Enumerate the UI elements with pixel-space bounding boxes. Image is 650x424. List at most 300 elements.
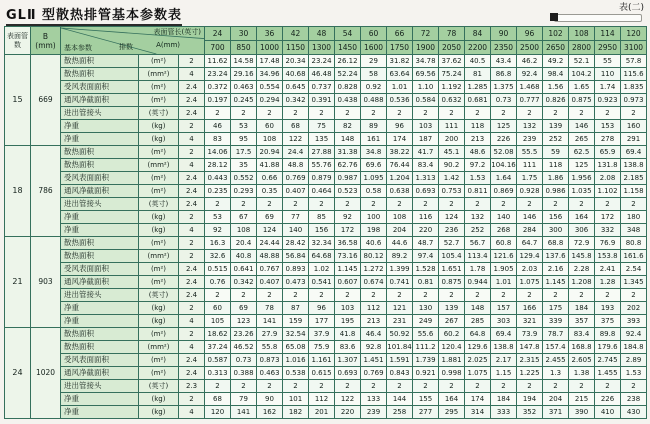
rows-count-cell: 4: [179, 133, 205, 146]
value-cell: 174: [465, 393, 491, 406]
value-cell: 23.24: [309, 55, 335, 68]
value-cell: 0.587: [205, 354, 231, 367]
value-cell: 306: [569, 224, 595, 237]
rows-count-cell: 2.4: [179, 367, 205, 380]
value-cell: 295: [439, 406, 465, 419]
value-cell: 0.372: [205, 81, 231, 94]
value-cell: 249: [413, 315, 439, 328]
value-cell: 141: [257, 315, 283, 328]
value-cell: 2: [595, 289, 621, 302]
value-cell: 77: [283, 211, 309, 224]
value-cell: 2: [517, 289, 543, 302]
length-header-cell: 120: [621, 27, 647, 41]
value-cell: 284: [517, 224, 543, 237]
value-cell: 138.8: [621, 159, 647, 172]
value-cell: 129.6: [465, 341, 491, 354]
unit-cell: (m²): [139, 276, 179, 289]
value-cell: 40.8: [231, 250, 257, 263]
unit-cell: (mm²): [139, 68, 179, 81]
value-cell: 0.438: [335, 94, 361, 107]
value-cell: 1.075: [517, 276, 543, 289]
value-cell: 92: [335, 211, 361, 224]
value-cell: 41.8: [335, 328, 361, 341]
value-cell: 0.536: [387, 94, 413, 107]
value-cell: 60: [257, 120, 283, 133]
rows-count-cell: 4: [179, 68, 205, 81]
unit-cell: (kg): [139, 133, 179, 146]
value-cell: 0.869: [491, 185, 517, 198]
value-cell: 157: [491, 302, 517, 315]
value-cell: 2: [231, 380, 257, 393]
value-cell: 52.7: [439, 237, 465, 250]
value-cell: 101.84: [387, 341, 413, 354]
value-cell: 314: [465, 406, 491, 419]
rows-count-cell: 2.4: [179, 94, 205, 107]
value-cell: 83: [205, 133, 231, 146]
value-cell: 157.4: [543, 341, 569, 354]
value-cell: 62.76: [335, 159, 361, 172]
rows-count-cell: 2.4: [179, 107, 205, 120]
value-cell: 195: [335, 315, 361, 328]
value-cell: 1.3: [543, 367, 569, 380]
value-cell: 116: [413, 211, 439, 224]
value-cell: 20.34: [283, 55, 309, 68]
value-cell: 0.753: [439, 185, 465, 198]
value-cell: 300: [543, 224, 569, 237]
value-cell: 2: [309, 289, 335, 302]
value-cell: 14.06: [205, 146, 231, 159]
value-cell: 172: [595, 211, 621, 224]
value-cell: 0.641: [231, 263, 257, 276]
rows-count-cell: 2: [179, 55, 205, 68]
value-cell: 2: [439, 380, 465, 393]
value-cell: 40.5: [465, 55, 491, 68]
value-cell: 68.8: [543, 237, 569, 250]
value-cell: 2.17: [491, 354, 517, 367]
value-cell: 32.6: [205, 250, 231, 263]
value-cell: 1.42: [439, 172, 465, 185]
value-cell: 105.4: [439, 250, 465, 263]
value-cell: 2: [283, 380, 309, 393]
length-header-cell: 84: [465, 27, 491, 41]
row-label-cell: 受风表面面积: [61, 354, 139, 367]
value-cell: 63.64: [387, 68, 413, 81]
value-cell: 96: [309, 302, 335, 315]
value-cell: 101: [283, 393, 309, 406]
value-cell: 0.741: [387, 276, 413, 289]
value-cell: 2: [283, 198, 309, 211]
value-cell: 1.145: [543, 276, 569, 289]
value-cell: 179.6: [595, 341, 621, 354]
unit-cell: (英寸): [139, 380, 179, 393]
value-cell: 2.025: [465, 354, 491, 367]
value-cell: 2.745: [595, 354, 621, 367]
unit-cell: (mm²): [139, 250, 179, 263]
value-cell: 89: [361, 120, 387, 133]
value-cell: 239: [517, 133, 543, 146]
value-cell: 0.843: [387, 367, 413, 380]
value-cell: 204: [543, 393, 569, 406]
value-cell: 0.769: [361, 367, 387, 380]
value-cell: 265: [569, 133, 595, 146]
value-cell: 141: [231, 406, 257, 419]
value-cell: 69.6: [361, 159, 387, 172]
value-cell: 48.7: [413, 237, 439, 250]
unit-cell: (kg): [139, 302, 179, 315]
unit-cell: (kg): [139, 224, 179, 237]
value-cell: 213: [465, 133, 491, 146]
value-cell: 129.4: [517, 250, 543, 263]
a-value-header-cell: 1150: [283, 41, 309, 55]
value-cell: 0.923: [595, 94, 621, 107]
value-cell: 37.9: [309, 328, 335, 341]
value-cell: 1.86: [543, 172, 569, 185]
value-cell: 23.24: [205, 68, 231, 81]
value-cell: 182: [283, 406, 309, 419]
unit-cell: (英寸): [139, 198, 179, 211]
value-cell: 121.6: [491, 250, 517, 263]
value-cell: 2: [439, 198, 465, 211]
value-cell: 2: [335, 289, 361, 302]
value-cell: 120.4: [439, 341, 465, 354]
value-cell: 69.56: [413, 68, 439, 81]
horizontal-scrollbar-track[interactable]: [554, 14, 642, 22]
value-cell: 24.4: [283, 146, 309, 159]
value-cell: 123: [231, 315, 257, 328]
value-cell: 2: [387, 107, 413, 120]
row-label-cell: 散热面积: [61, 159, 139, 172]
value-cell: 68: [205, 393, 231, 406]
value-cell: 56.84: [283, 250, 309, 263]
value-cell: 69: [231, 302, 257, 315]
value-cell: 410: [595, 406, 621, 419]
value-cell: 137.6: [543, 250, 569, 263]
value-cell: 90: [257, 393, 283, 406]
b-value-cell: 786: [31, 146, 61, 237]
value-cell: 184: [569, 302, 595, 315]
value-cell: 2: [361, 380, 387, 393]
value-cell: 29: [361, 55, 387, 68]
value-cell: 35: [231, 159, 257, 172]
value-cell: 2: [413, 289, 439, 302]
rows-count-cell: 2: [179, 250, 205, 263]
value-cell: 1.01: [491, 276, 517, 289]
row-label-cell: 净重: [61, 211, 139, 224]
value-cell: 85: [309, 211, 335, 224]
value-cell: 75: [309, 120, 335, 133]
value-cell: 2: [413, 198, 439, 211]
value-cell: 46.2: [517, 55, 543, 68]
header-b: [31, 27, 61, 55]
value-cell: 1.375: [491, 81, 517, 94]
value-cell: 43.4: [491, 55, 517, 68]
a-value-header-cell: 1450: [335, 41, 361, 55]
length-header-cell: 78: [439, 27, 465, 41]
unit-cell: (m²): [139, 172, 179, 185]
value-cell: 187: [413, 133, 439, 146]
value-cell: 1.905: [491, 263, 517, 276]
value-cell: 1.345: [621, 276, 647, 289]
value-cell: 333: [491, 406, 517, 419]
rows-count-cell: 2.4: [179, 263, 205, 276]
value-cell: 160: [621, 120, 647, 133]
value-cell: 2: [205, 380, 231, 393]
value-cell: 153.8: [595, 250, 621, 263]
unit-cell: (kg): [139, 211, 179, 224]
length-header-cell: 96: [517, 27, 543, 41]
value-cell: 72.9: [569, 237, 595, 250]
row-label-cell: 净重: [61, 393, 139, 406]
value-cell: 0.873: [257, 354, 283, 367]
value-cell: 2.54: [621, 263, 647, 276]
value-cell: 132: [465, 211, 491, 224]
value-cell: 52.24: [335, 68, 361, 81]
value-cell: 0.973: [621, 94, 647, 107]
value-cell: 180: [621, 211, 647, 224]
value-cell: 36.58: [335, 237, 361, 250]
value-cell: 2: [517, 198, 543, 211]
length-header-cell: 66: [387, 27, 413, 41]
value-cell: 97.4: [413, 250, 439, 263]
value-cell: 0.293: [231, 185, 257, 198]
value-cell: 2: [465, 380, 491, 393]
value-cell: 164: [439, 393, 465, 406]
value-cell: 0.407: [257, 276, 283, 289]
value-cell: 1.102: [595, 185, 621, 198]
a-value-header-cell: 1300: [309, 41, 335, 55]
value-cell: 200: [439, 133, 465, 146]
value-cell: 2.455: [543, 354, 569, 367]
tube-count-cell: 18: [5, 146, 31, 237]
row-label-cell: 净重: [61, 406, 139, 419]
value-cell: 2: [257, 198, 283, 211]
value-cell: 50.92: [387, 328, 413, 341]
value-cell: 76.44: [387, 159, 413, 172]
value-cell: 1.075: [465, 367, 491, 380]
value-cell: 111: [439, 120, 465, 133]
row-label-cell: 散热面积: [61, 237, 139, 250]
value-cell: 49.2: [543, 55, 569, 68]
value-cell: 64.7: [517, 237, 543, 250]
value-cell: 76.9: [595, 237, 621, 250]
value-cell: 161.6: [621, 250, 647, 263]
value-cell: 0.66: [257, 172, 283, 185]
value-cell: 0.523: [335, 185, 361, 198]
value-cell: 0.944: [465, 276, 491, 289]
length-header-cell: 102: [543, 27, 569, 41]
value-cell: 2: [387, 289, 413, 302]
value-cell: 55.8: [257, 341, 283, 354]
value-cell: 82: [335, 120, 361, 133]
unit-cell: (m²): [139, 185, 179, 198]
value-cell: 65.9: [595, 146, 621, 159]
value-cell: 48.88: [257, 250, 283, 263]
value-cell: 79: [231, 393, 257, 406]
rows-count-cell: 4: [179, 159, 205, 172]
value-cell: 2: [335, 380, 361, 393]
value-cell: 2: [387, 380, 413, 393]
value-cell: 2: [621, 380, 647, 393]
rows-count-cell: 2.3: [179, 380, 205, 393]
value-cell: 2: [309, 107, 335, 120]
value-cell: 177: [309, 315, 335, 328]
value-cell: 55.5: [517, 146, 543, 159]
value-cell: 38.22: [387, 146, 413, 159]
value-cell: 1.74: [595, 81, 621, 94]
value-cell: 16.3: [205, 237, 231, 250]
row-label-cell: 通风净截面积: [61, 367, 139, 380]
rows-count-cell: 2: [179, 302, 205, 315]
value-cell: 278: [595, 133, 621, 146]
value-cell: 1.468: [517, 81, 543, 94]
value-cell: 348: [621, 224, 647, 237]
value-cell: 375: [595, 315, 621, 328]
value-cell: 69.4: [621, 146, 647, 159]
value-cell: 2.03: [517, 263, 543, 276]
scrollbar-thumb[interactable]: [550, 13, 558, 21]
value-cell: 2: [543, 107, 569, 120]
value-cell: 0.391: [309, 94, 335, 107]
value-cell: 1.10: [413, 81, 439, 94]
value-cell: 20.4: [231, 237, 257, 250]
value-cell: 52.1: [569, 55, 595, 68]
value-cell: 0.407: [283, 185, 309, 198]
value-cell: 34.78: [413, 55, 439, 68]
value-cell: 2: [595, 380, 621, 393]
value-cell: 55.6: [413, 328, 439, 341]
a-value-header-cell: 2500: [517, 41, 543, 55]
value-cell: 2: [621, 198, 647, 211]
rows-count-cell: 2: [179, 120, 205, 133]
value-cell: 1.835: [621, 81, 647, 94]
value-cell: 2: [361, 198, 387, 211]
rows-count-cell: 2.4: [179, 276, 205, 289]
value-cell: 0.235: [205, 185, 231, 198]
value-cell: 133: [361, 393, 387, 406]
value-cell: 194: [517, 393, 543, 406]
tube-count-cell: 21: [5, 237, 31, 328]
rows-count-cell: 2.4: [179, 172, 205, 185]
value-cell: 135: [309, 133, 335, 146]
value-cell: 118: [543, 159, 569, 172]
value-cell: 1.204: [387, 172, 413, 185]
value-cell: 0.638: [387, 185, 413, 198]
value-cell: 0.488: [361, 94, 387, 107]
a-value-header-cell: 3100: [621, 41, 647, 55]
value-cell: 0.998: [439, 367, 465, 380]
value-cell: 1.28: [595, 276, 621, 289]
value-cell: 1.307: [335, 354, 361, 367]
value-cell: 64.68: [309, 250, 335, 263]
value-cell: 0.552: [231, 172, 257, 185]
value-cell: 11.62: [205, 55, 231, 68]
value-cell: 120: [205, 406, 231, 419]
a-value-header-cell: 700: [205, 41, 231, 55]
value-cell: 184: [491, 393, 517, 406]
unit-cell: (kg): [139, 120, 179, 133]
row-label-cell: 净重: [61, 120, 139, 133]
unit-cell: (英寸): [139, 107, 179, 120]
value-cell: 258: [387, 406, 413, 419]
unit-cell: (kg): [139, 406, 179, 419]
value-cell: 124: [257, 224, 283, 237]
value-cell: 303: [491, 315, 517, 328]
value-cell: 0.693: [335, 367, 361, 380]
row-label-cell: 散热面积: [61, 341, 139, 354]
value-cell: 0.443: [205, 172, 231, 185]
value-cell: 0.313: [205, 367, 231, 380]
value-cell: 1.956: [569, 172, 595, 185]
value-cell: 96: [387, 120, 413, 133]
page-title: GLⅡ 型散热排管基本参数表: [6, 4, 182, 26]
value-cell: 0.921: [413, 367, 439, 380]
value-cell: 40.6: [361, 237, 387, 250]
value-cell: 1.451: [361, 354, 387, 367]
value-cell: 46.52: [231, 341, 257, 354]
value-cell: 236: [439, 224, 465, 237]
value-cell: 131.8: [595, 159, 621, 172]
unit-cell: (m²): [139, 55, 179, 68]
value-cell: 69: [257, 211, 283, 224]
value-cell: 122: [283, 133, 309, 146]
b-value-cell: 669: [31, 55, 61, 146]
row-label-cell: 进出管接头: [61, 289, 139, 302]
row-label-cell: 散热面积: [61, 146, 139, 159]
value-cell: 252: [465, 224, 491, 237]
value-cell: 92.4: [621, 328, 647, 341]
value-cell: 1.01: [387, 81, 413, 94]
value-cell: 0.342: [231, 276, 257, 289]
row-label-cell: 净重: [61, 224, 139, 237]
value-cell: 44.6: [387, 237, 413, 250]
value-cell: 48.8: [283, 159, 309, 172]
value-cell: 32.54: [283, 328, 309, 341]
value-cell: 1.225: [517, 367, 543, 380]
unit-cell: (m²): [139, 354, 179, 367]
value-cell: 124: [439, 211, 465, 224]
value-cell: 0.515: [205, 263, 231, 276]
b-value-cell: 1020: [31, 328, 61, 419]
value-cell: 0.538: [283, 367, 309, 380]
value-cell: 220: [335, 406, 361, 419]
value-cell: 1.192: [439, 81, 465, 94]
value-cell: 118: [465, 120, 491, 133]
length-header-cell: 72: [413, 27, 439, 41]
header-rows-label: 排数: [119, 43, 133, 51]
value-cell: 1.591: [387, 354, 413, 367]
value-cell: 1.75: [517, 172, 543, 185]
value-cell: 48.6: [465, 146, 491, 159]
value-cell: 2: [465, 289, 491, 302]
value-cell: 27.9: [257, 328, 283, 341]
value-cell: 2: [205, 107, 231, 120]
value-cell: 69.4: [491, 328, 517, 341]
value-cell: 2: [621, 289, 647, 302]
diagonal-header-cell: [61, 27, 205, 55]
value-cell: 20.94: [257, 146, 283, 159]
value-cell: 0.879: [309, 172, 335, 185]
value-cell: 130: [413, 302, 439, 315]
value-cell: 86.8: [491, 68, 517, 81]
row-label-cell: 净重: [61, 315, 139, 328]
value-cell: 159: [283, 315, 309, 328]
unit-cell: (mm²): [139, 159, 179, 172]
row-label-cell: 进出管接头: [61, 107, 139, 120]
value-cell: 87: [283, 302, 309, 315]
value-cell: 213: [361, 315, 387, 328]
value-cell: 144: [387, 393, 413, 406]
value-cell: 2: [413, 380, 439, 393]
